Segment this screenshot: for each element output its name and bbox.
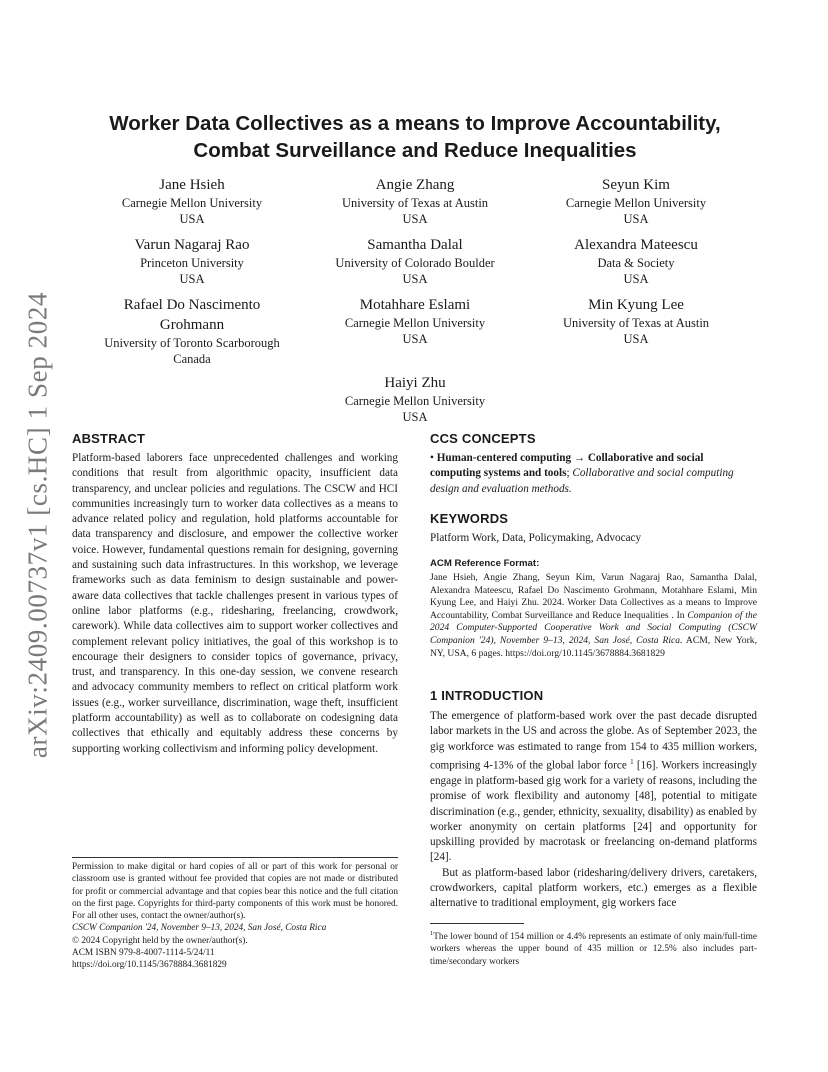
author-country: USA: [402, 332, 428, 346]
author-country: USA: [623, 212, 649, 226]
author-country: USA: [623, 272, 649, 286]
author-name: Grohmann: [159, 317, 225, 333]
author-block: [315, 373, 515, 425]
author-block: [315, 295, 515, 347]
author-name: Varun Nagaraj Rao: [134, 237, 250, 253]
author-affiliation: University of Colorado Boulder: [335, 256, 495, 270]
author-block: [536, 235, 736, 287]
ccs-bullet: •: [430, 452, 434, 464]
acm-ref-venue: Companion of the 2024 Computer-Supported Cooperative Work and Social Computing (CSCW Companion '24), November 9–13, 2024, San José, Costa Rica.: [430, 609, 757, 646]
ccs-heading: CCS CONCEPTS: [430, 431, 536, 446]
author-affiliation: Data & Society: [597, 256, 675, 270]
title-line-1: Worker Data Collectives as a means to Improve Accountability,: [109, 112, 721, 135]
author-block: [315, 235, 515, 287]
permission-block: [72, 861, 398, 972]
author-block: [536, 175, 736, 227]
intro-paragraph-1: The emergence of platform-based work over the past decade disrupted labor markets in the US and across the globe. As of September 2023, the gig workforce was estimated to range from 154 to 435 million workers, comprising 4-13% of the global labor force $^1$ [16]. Workers increasingly engage in platform-based gig work for a variety of reasons, including the promise of work flexibility and autonomy [48], potential to mitigate discrimination (e.g., gender, ethnicity, sexuality, disability) as enabled by worker anonymity on certain platforms [24] and opportunity for upskilling provided by macrotask or freelancing on-demand platforms [24].: [430, 710, 758, 864]
footnote-number: 1: [430, 930, 434, 937]
author-block: [92, 235, 292, 287]
author-country: USA: [402, 410, 428, 424]
permission-text: Permission to make digital or hard copies of all or part of this work for personal or classroom use is granted without fee provided that copies are not made or distributed for profit or commercial advantage and that copies bear this notice and the full citation on the first page. Copyrights for third-party components of this work must be honored. For all other uses, contact the owner/author(s).: [72, 862, 398, 922]
author-affiliation: University of Texas at Austin: [562, 316, 710, 330]
author-name: Rafael Do Nascimento: [123, 297, 261, 313]
copyright-line: © 2024 Copyright held by the owner/author(s).: [72, 935, 248, 946]
footnote-divider: [430, 923, 524, 924]
author-affiliation: University of Texas at Austin: [341, 196, 489, 210]
acm-ref-part-a: Jane Hsieh, Angie Zhang, Seyun Kim, Varun Nagaraj Rao, Samantha Dalal, Alexandra Mateescu, Rafael Do Nascimento Grohmann, Motahhare Eslami, Min Kyung Lee, and Haiyi Zhu. 2024. Worker Data Collectives as a means to Improve Accountability, Combat Surveillance and Reduce Inequalities . In: [430, 572, 757, 621]
ccs-concept-italic: Collaborative and social computing design and evaluation methods.: [430, 467, 734, 495]
author-affiliation: Carnegie Mellon University: [344, 316, 486, 330]
abstract-text: [72, 451, 398, 757]
footnote: [430, 928, 757, 968]
author-affiliation: Carnegie Mellon University: [344, 394, 486, 408]
author-block: [536, 295, 736, 347]
author-name: Haiyi Zhu: [384, 375, 446, 391]
author-name: Min Kyung Lee: [588, 297, 684, 313]
isbn-line: ACM ISBN 979-8-4007-1114-5/24/11: [72, 948, 215, 959]
ccs-separator: ;: [566, 467, 573, 480]
author-affiliation: Princeton University: [140, 256, 244, 270]
title-line-2: Combat Surveillance and Reduce Inequalities: [193, 139, 637, 162]
abstract-heading: ABSTRACT: [72, 431, 146, 446]
paper-title: [70, 110, 760, 164]
author-country: USA: [179, 272, 205, 286]
permission-venue: CSCW Companion '24, November 9–13, 2024, San José, Costa Rica: [72, 923, 327, 934]
author-name: Alexandra Mateescu: [574, 237, 698, 253]
author-country: USA: [623, 332, 649, 346]
author-country: USA: [402, 212, 428, 226]
author-country: USA: [179, 212, 205, 226]
footnote-marker: 1: [630, 757, 634, 766]
author-name: Samantha Dalal: [367, 237, 463, 253]
acm-ref-text: [430, 572, 757, 660]
ccs-concept-bold: Human-centered computing → Collaborative and social computing systems and tools: [430, 452, 704, 480]
acm-ref-part-b: ACM, New York, NY, USA, 6 pages. https://doi.org/10.1145/3678884.3681829: [430, 634, 757, 659]
author-block: [315, 175, 515, 227]
footnote-text: The lower bound of 154 million or 4.4% represents an estimate of only main/full-time workers whereas the upper bound of 435 million or 12.5% also includes part-time/secondary workers: [430, 932, 757, 967]
author-affiliation: Carnegie Mellon University: [121, 196, 263, 210]
author-name: Jane Hsieh: [159, 177, 225, 193]
keywords-text: Platform Work, Data, Policymaking, Advocacy: [430, 532, 642, 544]
arxiv-id: arXiv:2409.00737v1 [cs.HC] 1 Sep 2024: [22, 291, 53, 759]
author-block: [80, 295, 304, 367]
author-block: [92, 175, 292, 227]
intro-text: [430, 709, 757, 912]
author-affiliation: Carnegie Mellon University: [565, 196, 707, 210]
author-affiliation: University of Toronto Scarborough: [104, 336, 280, 350]
author-name: Seyun Kim: [602, 177, 670, 193]
arxiv-stamp: [14, 290, 62, 760]
author-country: Canada: [173, 352, 211, 366]
doi-link[interactable]: https://doi.org/10.1145/3678884.3681829: [72, 960, 227, 971]
ccs-text: [430, 451, 757, 497]
permission-divider: [72, 857, 398, 858]
author-country: USA: [402, 272, 428, 286]
author-name: Motahhare Eslami: [359, 297, 471, 313]
keywords-heading: KEYWORDS: [430, 511, 509, 526]
intro-paragraph-2: But as platform-based labor (ridesharing/delivery drivers, caretakers, crowdworkers, capital platform workers, etc.) emerges as a flexible alternative to traditional employment, gig workers face: [430, 866, 757, 910]
acm-ref-heading: ACM Reference Format:: [430, 558, 540, 569]
abstract-paragraph: Platform-based laborers face unprecedented challenges and working conditions that result from algorithmic opacity, insufficient data transparency, and unclear policies and regulations. The CSCW and HCI communities increasingly turn to worker data collectives as a means to advance related policy and regulation, hold platforms accountable for data transparency and disclosure, and empower the collective worker voice. However, fundamental questions remain for designing, governing and sustaining such data infrastructures. In this workshop, we leverage frameworks such as data feminism to design sustainable and power-aware data collectives that tackle challenges present in various types of online labor platforms (e.g., ridesharing, freelancing, crowdwork, carework). While data collectives aim to support worker collectives and complement relevant policy initiatives, the goal of this workshop is to encourage their designers to consider topics of governance, privacy, trust, and transparency. In this one-day session, we convene research and advocacy community members to reflect on critical platform work issues (e.g., worker surveillance, discrimination, wage theft, insufficient platform accountability) as well as to collaborate on codesigning data collectives that ethically and equitably address these concerns by supporting working collectivism and informing policy development.: [72, 452, 398, 755]
intro-heading: 1 INTRODUCTION: [430, 688, 544, 703]
author-name: Angie Zhang: [375, 177, 455, 193]
